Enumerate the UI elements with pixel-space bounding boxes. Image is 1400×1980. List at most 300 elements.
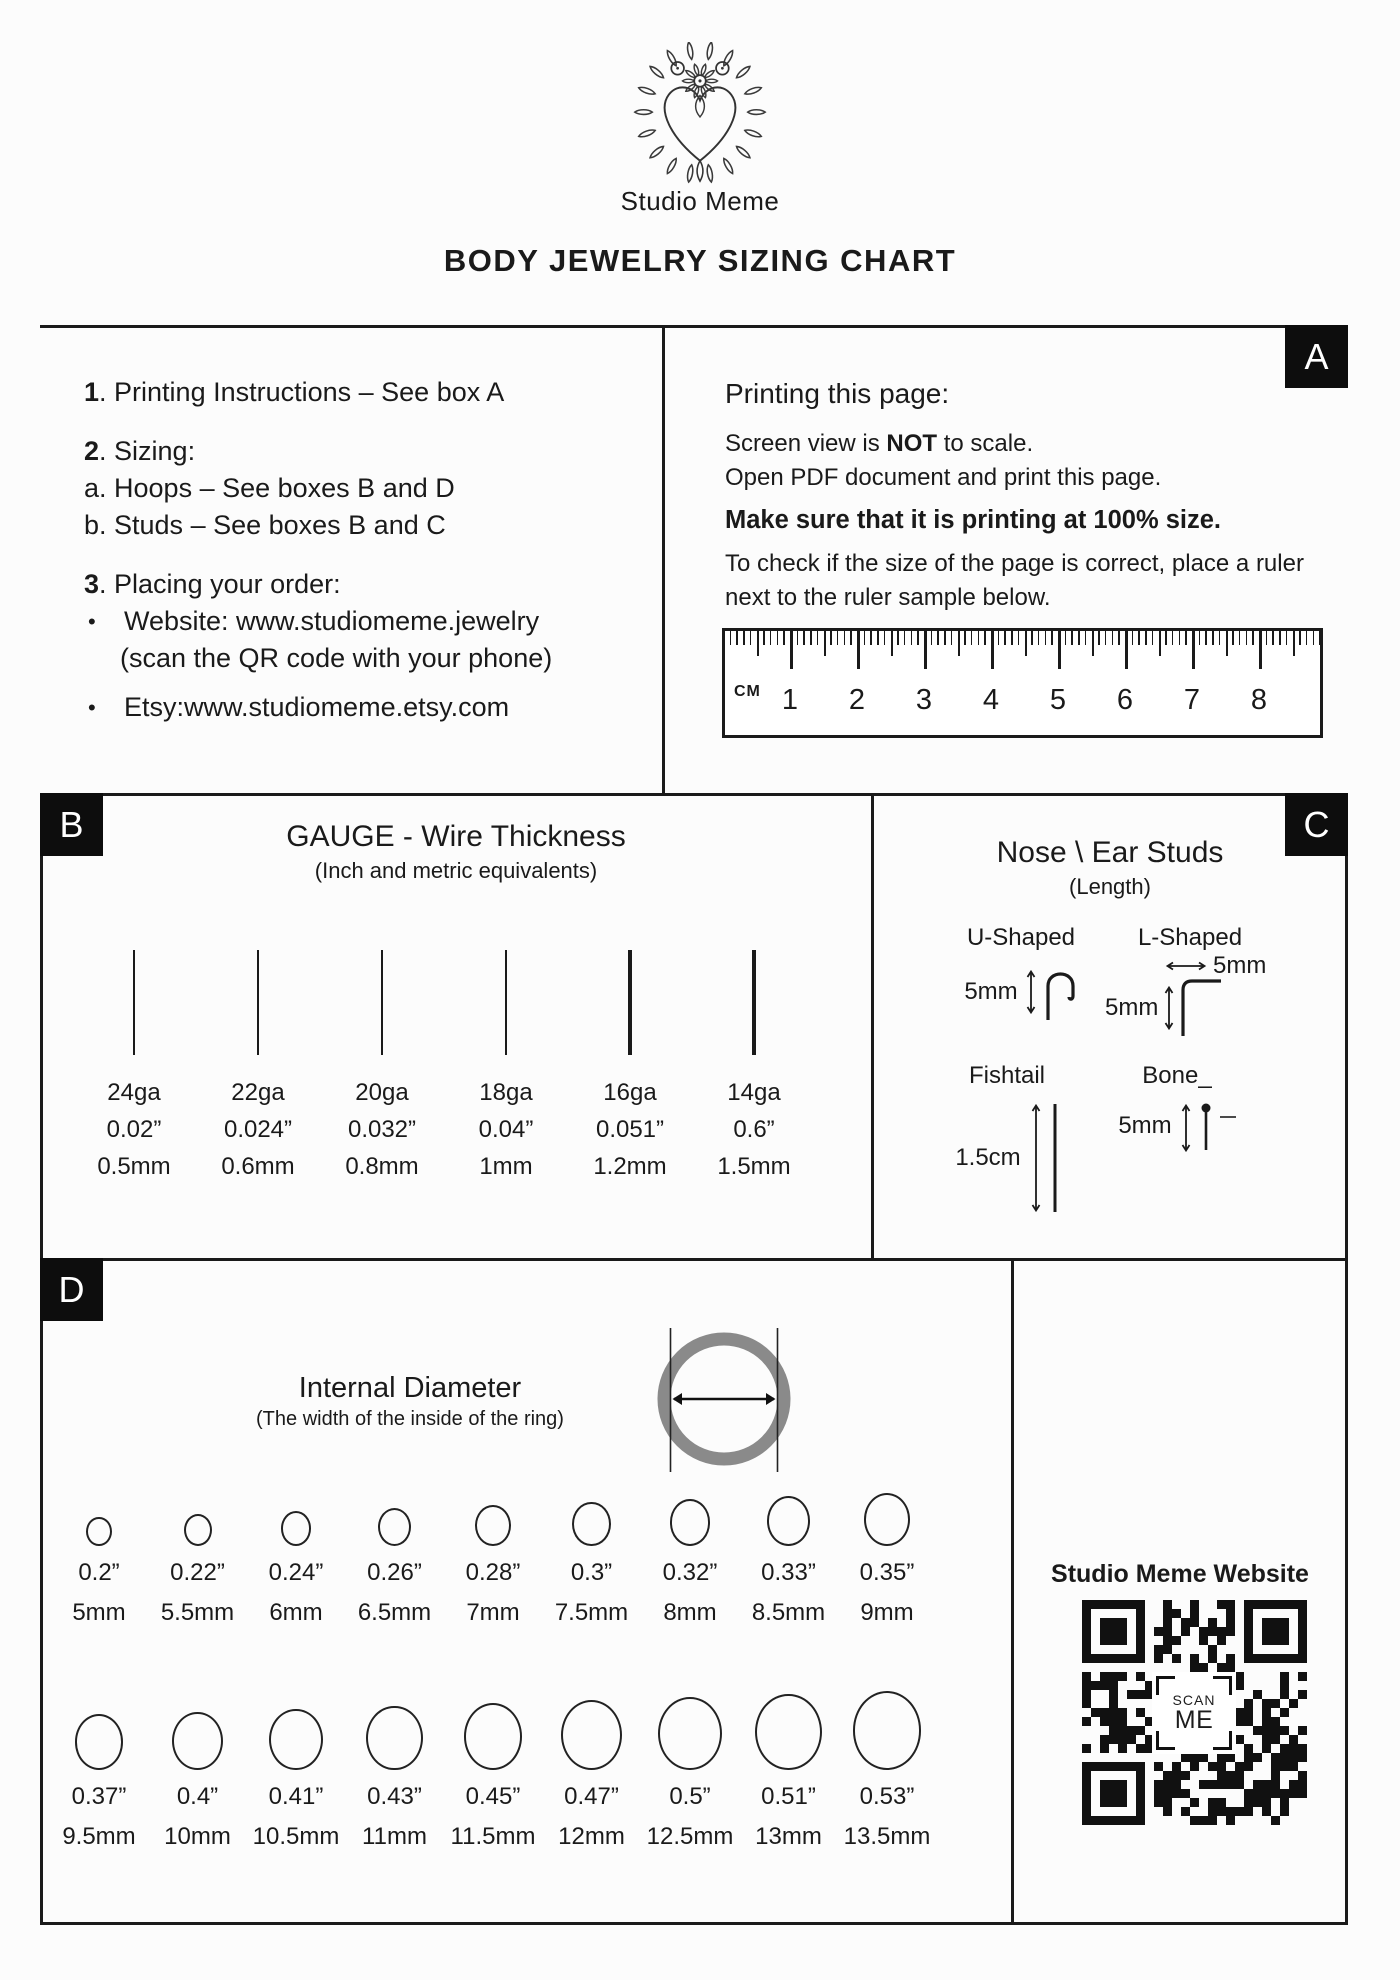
qr-module <box>1253 1816 1262 1825</box>
qr-module <box>1226 1798 1235 1807</box>
qr-module <box>1145 1618 1154 1627</box>
ruler-tick <box>743 631 745 645</box>
qr-module <box>1298 1681 1307 1690</box>
qr-module <box>1271 1816 1280 1825</box>
heart-flower-logo-icon <box>630 42 770 188</box>
gauge-wire-line <box>381 950 383 1055</box>
leaf-icon <box>649 65 665 80</box>
qr-module <box>1100 1735 1109 1744</box>
ruler-number: 6 <box>1116 684 1134 716</box>
qr-module <box>1244 1708 1253 1717</box>
qr-module <box>1235 1816 1244 1825</box>
ruler-tick <box>1205 631 1207 645</box>
ring-size-item <box>249 1490 343 1627</box>
qr-module <box>1154 1618 1163 1627</box>
qr-module <box>1109 1816 1118 1825</box>
qr-module <box>1298 1789 1307 1798</box>
qr-module <box>1136 1681 1145 1690</box>
gauge-wire-line <box>133 950 134 1055</box>
ring-inch-label: 0.53” <box>859 1783 915 1810</box>
qr-module <box>1154 1609 1163 1618</box>
qr-module <box>1199 1600 1208 1609</box>
ring-mm-label: 10.5mm <box>252 1823 340 1850</box>
qr-module <box>1244 1771 1253 1780</box>
qr-module <box>1244 1807 1253 1816</box>
qr-module <box>1190 1771 1199 1780</box>
leaf-icon <box>722 157 735 175</box>
leaf-icon <box>638 86 656 96</box>
stud-name: Fishtail <box>968 1062 1046 1089</box>
qr-module <box>1181 1753 1190 1762</box>
qr-module <box>1298 1816 1307 1825</box>
qr-module <box>1136 1762 1145 1771</box>
qr-module <box>1109 1681 1118 1690</box>
qr-module <box>1190 1654 1199 1663</box>
ring-inch-label: 0.2” <box>78 1559 120 1586</box>
ring-circle-area <box>378 1490 411 1546</box>
qr-module <box>1253 1708 1262 1717</box>
qr-module <box>1145 1771 1154 1780</box>
qr-module <box>1280 1690 1289 1699</box>
ring-size-item <box>545 1490 639 1627</box>
qr-module <box>1163 1816 1172 1825</box>
qr-module <box>1271 1627 1280 1636</box>
qr-module <box>1109 1618 1118 1627</box>
qr-module <box>1235 1753 1244 1762</box>
qr-module <box>1118 1726 1127 1735</box>
qr-module <box>1082 1780 1091 1789</box>
qr-module <box>1208 1618 1217 1627</box>
qr-module <box>1208 1636 1217 1645</box>
bullet-etsy: • Etsy:www.studiomeme.etsy.com <box>84 689 654 726</box>
qr-module <box>1127 1753 1136 1762</box>
ring-mm-label: 9mm <box>860 1599 914 1626</box>
qr-module <box>1127 1807 1136 1816</box>
qr-module <box>1271 1735 1280 1744</box>
qr-module <box>1208 1600 1217 1609</box>
ring-circle <box>670 1499 711 1546</box>
qr-module <box>1100 1753 1109 1762</box>
ruler-tick <box>1239 631 1241 645</box>
qr-module <box>1289 1600 1298 1609</box>
boxb-title: GAUGE - Wire Thickness <box>286 820 626 853</box>
qr-module <box>1280 1663 1289 1672</box>
qr-module <box>1262 1663 1271 1672</box>
gauge-mm-label: 0.6mm <box>221 1153 295 1180</box>
qr-module <box>1145 1654 1154 1663</box>
ring-mm-label: 9.5mm <box>62 1823 136 1850</box>
ruler-tick <box>1179 631 1181 645</box>
qr-module <box>1181 1600 1190 1609</box>
qr-module <box>1145 1600 1154 1609</box>
qr-module <box>1100 1708 1109 1717</box>
ring-circle-area <box>561 1688 622 1770</box>
ruler-number: 8 <box>1250 684 1268 716</box>
qr-module <box>1136 1807 1145 1816</box>
vertical-arrow-icon <box>1163 984 1175 1032</box>
qr-module <box>1082 1771 1091 1780</box>
qr-module <box>1091 1699 1100 1708</box>
ring-mm-label: 7mm <box>466 1599 520 1626</box>
ring-circle-area <box>366 1688 422 1770</box>
qr-module <box>1118 1780 1127 1789</box>
qr-module <box>1154 1645 1163 1654</box>
qr-module <box>1109 1663 1118 1672</box>
qr-module <box>1109 1762 1118 1771</box>
gauge-mm-label: 1mm <box>479 1153 533 1180</box>
qr-module <box>1217 1753 1226 1762</box>
ring-inch-label: 0.3” <box>570 1559 613 1586</box>
qr-module <box>1289 1609 1298 1618</box>
gauge-label: 16ga <box>603 1079 657 1106</box>
qr-module <box>1127 1780 1136 1789</box>
ruler-tick <box>917 631 919 645</box>
gauge-mm-label: 1.5mm <box>717 1153 791 1180</box>
qr-module <box>1172 1654 1181 1663</box>
page-title: BODY JEWELRY SIZING CHART <box>443 243 957 278</box>
qr-module <box>1253 1609 1262 1618</box>
qr-module <box>1172 1807 1181 1816</box>
qr-module <box>1091 1690 1100 1699</box>
qr-module <box>1289 1816 1298 1825</box>
ring-inch-label: 0.47” <box>564 1783 619 1810</box>
qr-module <box>1091 1789 1100 1798</box>
gauge-mm-label: 0.5mm <box>97 1153 171 1180</box>
ruler-tick <box>750 631 752 645</box>
qr-module <box>1244 1672 1253 1681</box>
ruler-tick <box>931 631 933 645</box>
qr-module <box>1226 1609 1235 1618</box>
qr-module <box>1262 1600 1271 1609</box>
qr-module <box>1199 1627 1208 1636</box>
brand-name: Studio Meme <box>620 186 780 216</box>
qr-module <box>1082 1690 1091 1699</box>
qr-module <box>1235 1762 1244 1771</box>
qr-module <box>1118 1636 1127 1645</box>
ruler-number: 7 <box>1183 684 1201 716</box>
qr-module <box>1271 1654 1280 1663</box>
boxc-title: Nose \ Ear Studs <box>996 836 1224 869</box>
qr-module <box>1118 1744 1127 1753</box>
ruler-tick <box>824 631 826 656</box>
qr-module <box>1253 1663 1262 1672</box>
gauge-column <box>326 950 438 1181</box>
qr-module <box>1280 1816 1289 1825</box>
qr-module <box>1190 1753 1199 1762</box>
qr-module <box>1127 1663 1136 1672</box>
qr-module <box>1262 1618 1271 1627</box>
qr-module <box>1172 1771 1181 1780</box>
qr-module <box>1091 1771 1100 1780</box>
ruler-tick <box>1192 631 1195 669</box>
gauge-mm-label: 1.2mm <box>593 1153 667 1180</box>
qr-module <box>1208 1654 1217 1663</box>
qr-module <box>1289 1744 1298 1753</box>
l-shaped-stud-icon <box>1179 976 1225 1036</box>
qr-module <box>1190 1762 1199 1771</box>
qr-module <box>1082 1600 1091 1609</box>
qr-module <box>1118 1618 1127 1627</box>
ring-circle-area <box>475 1490 511 1546</box>
bone-diagram: 5mm <box>1118 1102 1235 1154</box>
qr-module <box>1082 1609 1091 1618</box>
qr-module <box>1109 1645 1118 1654</box>
qr-module <box>1100 1627 1109 1636</box>
qr-module <box>1235 1726 1244 1735</box>
qr-module <box>1082 1645 1091 1654</box>
qr-module <box>1181 1609 1190 1618</box>
qr-module <box>1190 1627 1199 1636</box>
qr-module <box>1145 1609 1154 1618</box>
qr-module <box>1154 1816 1163 1825</box>
qr-module <box>1289 1708 1298 1717</box>
qr-module <box>1163 1636 1172 1645</box>
instruction-item-1: 1. Printing Instructions – See box A <box>84 377 505 407</box>
gauge-column <box>450 950 562 1181</box>
qr-module <box>1298 1699 1307 1708</box>
qr-module <box>1280 1609 1289 1618</box>
qr-module <box>1109 1672 1118 1681</box>
gauge-column <box>78 950 190 1181</box>
qr-module <box>1235 1609 1244 1618</box>
qr-module <box>1253 1762 1262 1771</box>
ring-circle-area <box>184 1490 212 1546</box>
qr-module <box>1244 1699 1253 1708</box>
qr-module <box>1190 1663 1199 1672</box>
qr-module <box>1163 1609 1172 1618</box>
qr-module <box>1235 1636 1244 1645</box>
qr-module <box>1100 1771 1109 1780</box>
ruler-tick <box>1319 631 1321 645</box>
qr-module <box>1118 1654 1127 1663</box>
qr-module <box>1226 1618 1235 1627</box>
qr-module <box>1235 1663 1244 1672</box>
qr-module <box>1109 1609 1118 1618</box>
qr-module <box>1289 1681 1298 1690</box>
qr-module <box>1289 1771 1298 1780</box>
ruler-tick <box>783 631 785 645</box>
qr-module <box>1100 1636 1109 1645</box>
qr-module <box>1262 1645 1271 1654</box>
ring-circle <box>475 1505 511 1546</box>
qr-module <box>1289 1798 1298 1807</box>
qr-module <box>1163 1780 1172 1789</box>
qr-module <box>1235 1807 1244 1816</box>
qr-module <box>1091 1645 1100 1654</box>
qr-module <box>1199 1798 1208 1807</box>
ruler-number: 5 <box>1049 684 1067 716</box>
qr-module <box>1145 1807 1154 1816</box>
qr-module <box>1118 1816 1127 1825</box>
ruler-tick <box>978 631 980 645</box>
ruler-number: 3 <box>915 684 933 716</box>
qr-module <box>1100 1645 1109 1654</box>
qr-module <box>1226 1753 1235 1762</box>
qr-module <box>1280 1735 1289 1744</box>
qr-module <box>1136 1618 1145 1627</box>
qr-module <box>1262 1753 1271 1762</box>
qr-module <box>1244 1726 1253 1735</box>
qr-module <box>1091 1762 1100 1771</box>
ring-size-item <box>52 1688 146 1851</box>
qr-module <box>1154 1762 1163 1771</box>
qr-module <box>1118 1798 1127 1807</box>
qr-module <box>1235 1735 1244 1744</box>
qr-module <box>1253 1672 1262 1681</box>
qr-module <box>1235 1645 1244 1654</box>
ring-circle-area <box>464 1688 523 1770</box>
ring-circle <box>378 1508 411 1546</box>
ruler-tick <box>830 631 832 645</box>
bullet-icon: • <box>88 609 96 634</box>
ruler-number: 1 <box>781 684 799 716</box>
qr-module <box>1262 1627 1271 1636</box>
qr-module <box>1199 1609 1208 1618</box>
ring-circle <box>464 1703 523 1770</box>
gauge-label: 14ga <box>727 1079 781 1106</box>
qr-module <box>1118 1708 1127 1717</box>
ruler-tick <box>1232 631 1234 645</box>
qr-module <box>1262 1762 1271 1771</box>
qr-module <box>1235 1789 1244 1798</box>
badge-b: B <box>40 793 103 856</box>
qr-module <box>1109 1654 1118 1663</box>
qr-module <box>1172 1798 1181 1807</box>
qr-module <box>1226 1762 1235 1771</box>
qr-module <box>1082 1789 1091 1798</box>
ring-mm-label: 5.5mm <box>160 1599 235 1626</box>
leaf-icon <box>649 145 665 160</box>
qr-module <box>1109 1600 1118 1609</box>
qr-module <box>1298 1735 1307 1744</box>
qr-module <box>1271 1780 1280 1789</box>
qr-module <box>1100 1654 1109 1663</box>
qr-module <box>1271 1762 1280 1771</box>
ruler-tick <box>1038 631 1040 645</box>
ring-size-row-1 <box>52 1490 934 1627</box>
qr-module <box>1289 1789 1298 1798</box>
qr-module <box>1100 1744 1109 1753</box>
qr-module <box>1271 1726 1280 1735</box>
bracket-icon <box>1156 1676 1175 1695</box>
qr-module <box>1163 1789 1172 1798</box>
qr-module <box>1109 1753 1118 1762</box>
bullet-website: • Website: www.studiomeme.jewelry <box>84 603 654 640</box>
ruler-tick <box>790 631 793 669</box>
qr-module <box>1271 1699 1280 1708</box>
ruler-tick <box>1272 631 1274 645</box>
qr-module <box>1280 1807 1289 1816</box>
ruler-tick <box>1185 631 1187 645</box>
qr-module <box>1109 1726 1118 1735</box>
ring-size-row-2 <box>52 1688 934 1851</box>
qr-module <box>1289 1762 1298 1771</box>
qr-module <box>1100 1609 1109 1618</box>
gauge-inch-label: 0.051” <box>595 1116 665 1143</box>
qr-module <box>1127 1789 1136 1798</box>
qr-module <box>1109 1780 1118 1789</box>
qr-module <box>1154 1600 1163 1609</box>
qr-module <box>1136 1672 1145 1681</box>
qr-module <box>1244 1690 1253 1699</box>
qr-module <box>1136 1690 1145 1699</box>
qr-module <box>1118 1762 1127 1771</box>
qr-module <box>1289 1717 1298 1726</box>
qr-module <box>1145 1780 1154 1789</box>
bullet-website-cont: (scan the QR code with your phone) <box>120 643 553 673</box>
qr-module <box>1235 1681 1244 1690</box>
qr-module <box>1091 1744 1100 1753</box>
instruction-item-3: 3. Placing your order: <box>84 569 341 599</box>
qr-module <box>1253 1771 1262 1780</box>
ring-size-item <box>742 1490 836 1627</box>
qr-module <box>1082 1663 1091 1672</box>
ruler-tick <box>1125 631 1128 669</box>
leaf-icon <box>744 86 762 96</box>
qr-module <box>1163 1762 1172 1771</box>
ruler-tick <box>1045 631 1047 645</box>
boxa-line3: Make sure that it is printing at 100% size. <box>725 506 1221 534</box>
qr-module <box>1154 1636 1163 1645</box>
ruler-tick <box>1004 631 1006 645</box>
qr-module <box>1163 1600 1172 1609</box>
ruler-tick <box>1085 631 1087 645</box>
qr-module <box>1082 1627 1091 1636</box>
qr-module <box>1262 1654 1271 1663</box>
ring-circle <box>767 1496 810 1546</box>
qr-module <box>1289 1627 1298 1636</box>
qr-module <box>1226 1816 1235 1825</box>
qr-module <box>1190 1636 1199 1645</box>
qr-module <box>1271 1600 1280 1609</box>
qr-module <box>1226 1807 1235 1816</box>
leaf-icon <box>706 42 714 60</box>
vertical-arrow-icon <box>1030 1102 1042 1214</box>
boxa-line5: next to the ruler sample below. <box>725 584 1051 611</box>
bottom-rule <box>40 1922 1348 1925</box>
ruler-number: 4 <box>982 684 1000 716</box>
qr-module <box>1271 1798 1280 1807</box>
qr-module <box>1217 1762 1226 1771</box>
qr-module <box>1109 1627 1118 1636</box>
qr-module <box>1298 1780 1307 1789</box>
qr-module <box>1208 1645 1217 1654</box>
boxa-line2: Open PDF document and print this page. <box>725 464 1162 491</box>
ruler-tick <box>1252 631 1254 645</box>
badge-d: D <box>40 1258 103 1321</box>
qr-module <box>1289 1753 1298 1762</box>
ring-inch-label: 0.41” <box>268 1783 324 1810</box>
qr-module <box>1217 1609 1226 1618</box>
qr-module <box>1289 1690 1298 1699</box>
qr-module <box>1109 1636 1118 1645</box>
stud-l-shaped <box>1090 924 1290 1044</box>
qr-module <box>1163 1798 1172 1807</box>
qr-module <box>1244 1627 1253 1636</box>
qr-module <box>1118 1609 1127 1618</box>
qr-module <box>1163 1627 1172 1636</box>
qr-module <box>1172 1753 1181 1762</box>
ruler-unit-label: CM <box>734 683 761 700</box>
ring-inch-label: 0.26” <box>367 1559 422 1586</box>
ring-size-item <box>643 1688 737 1851</box>
qr-module <box>1154 1627 1163 1636</box>
qr-module <box>1136 1735 1145 1744</box>
ruler-tick <box>1279 631 1281 645</box>
horizontal-arrow-icon <box>1165 960 1207 972</box>
qr-module <box>1253 1735 1262 1744</box>
gauge-wire-line <box>505 950 508 1055</box>
